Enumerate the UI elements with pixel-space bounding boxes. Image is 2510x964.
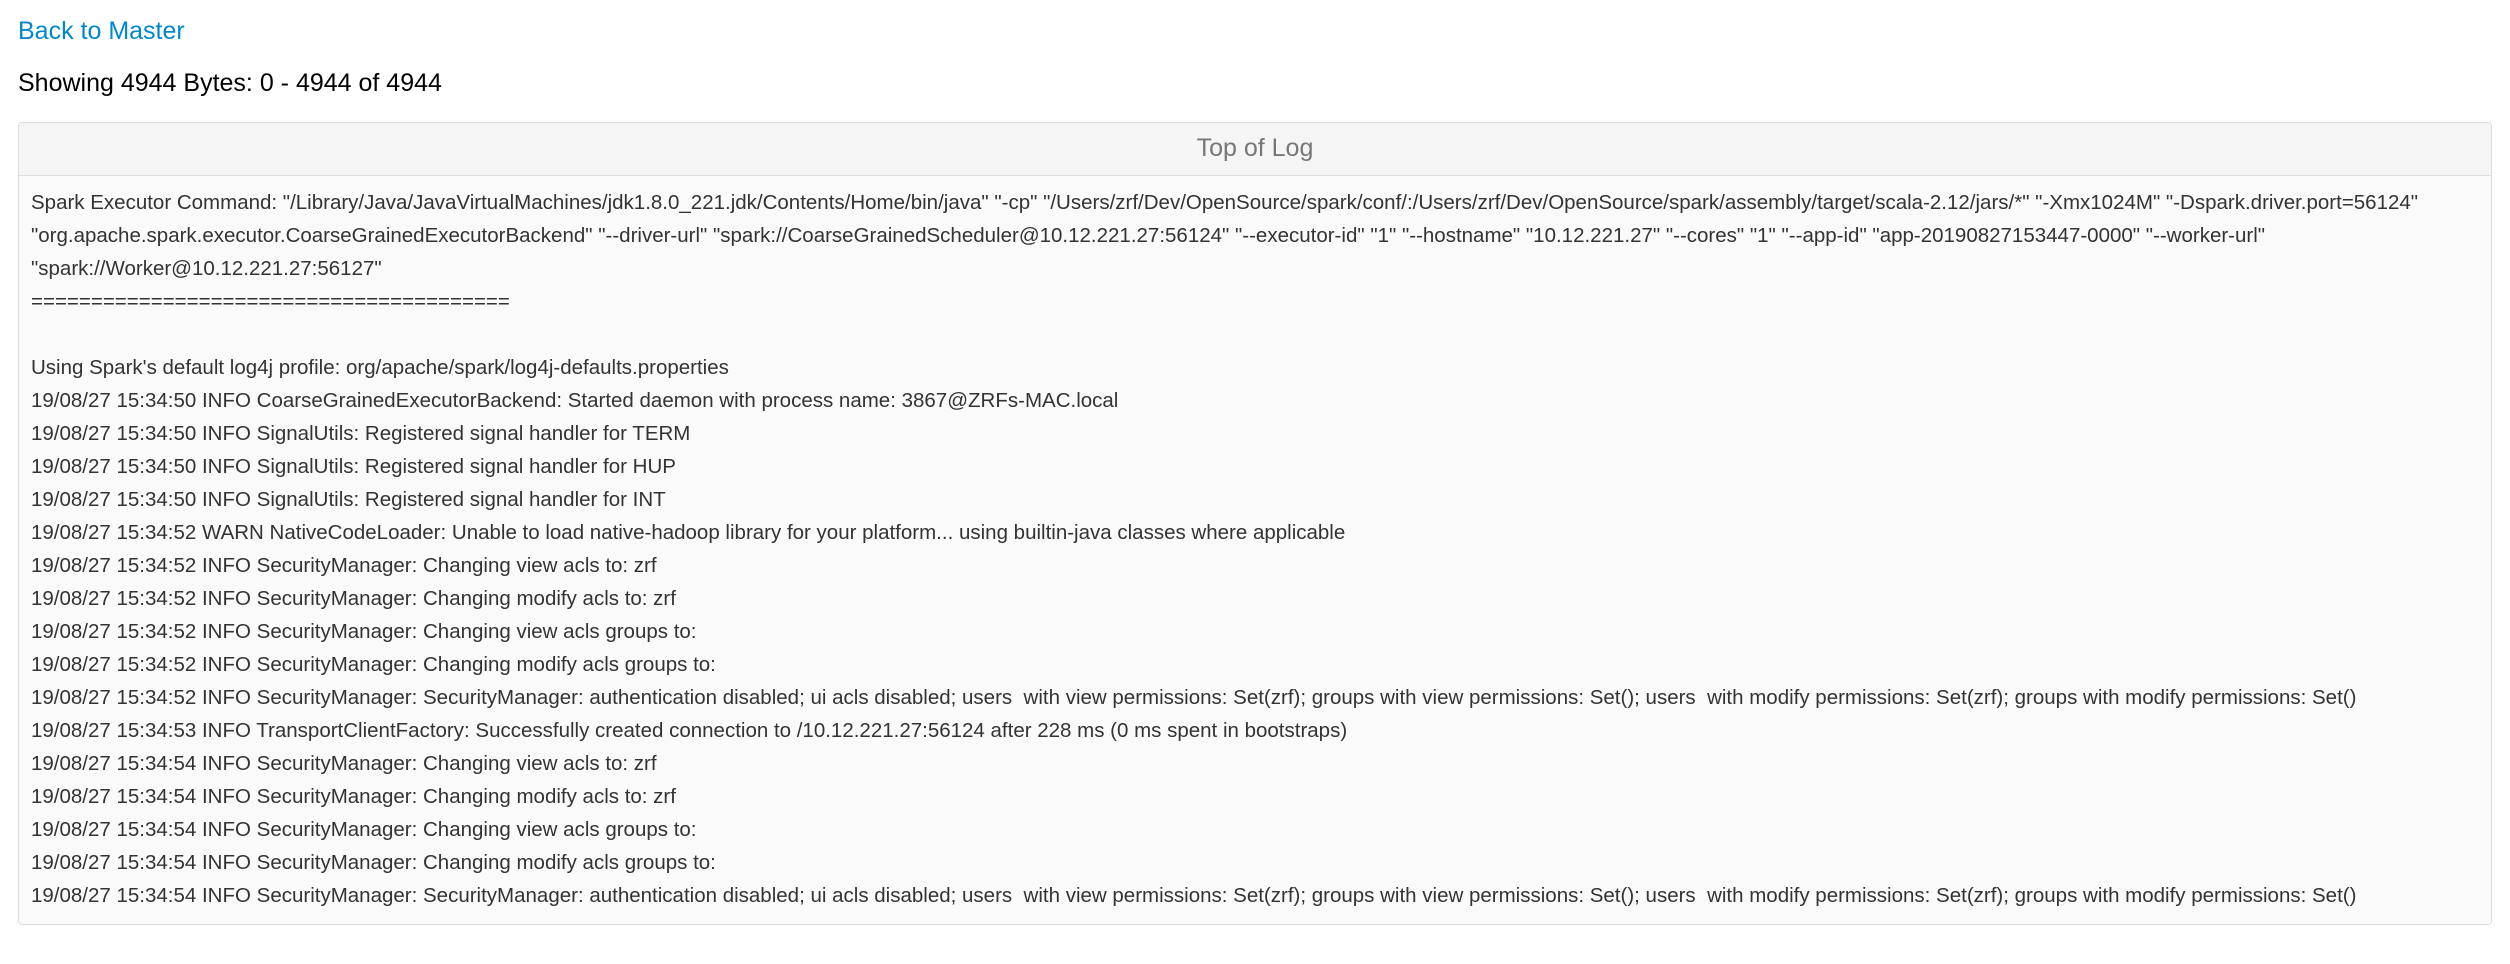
- log-line: 19/08/27 15:34:52 INFO SecurityManager: Changing view acls groups to:: [31, 620, 697, 643]
- log-line: 19/08/27 15:34:50 INFO CoarseGrainedExecutorBackend: Started daemon with process name: 3867@ZRFs-MAC.local: [31, 389, 1119, 412]
- log-line: 19/08/27 15:34:52 INFO SecurityManager: SecurityManager: authentication disabled; ui acls disabled; users with view permissions: Set(zrf); groups with view permissions: Set(); users with modify permissions: Set(zrf); groups with modify permissions: Set(): [31, 686, 2357, 709]
- log-line: ========================================: [31, 290, 510, 313]
- log-content[interactable]: [19, 176, 2491, 924]
- log-line: Spark Executor Command: "/Library/Java/JavaVirtualMachines/jdk1.8.0_221.jdk/Contents/Home/bin/java" "-cp" "/Users/zrf/Dev/OpenSource/spark/conf/:/Users/zrf/Dev/OpenSource/spark/assembly/target/scala-2.12/jars/*" "-Xmx1024M" "-Dspark.driver.port=56124" "org.apache.spark.executor.CoarseGrainedExecutorBackend" "--driver-url" "spark://CoarseGrainedScheduler@10.12.221.27:56124" "--executor-id" "1" "--hostname" "10.12.221.27" "--cores" "1" "--app-id" "app-20190827153447-0000" "--worker-url" "spark://Worker@10.12.221.27:56127": [31, 191, 2424, 280]
- log-line: 19/08/27 15:34:54 INFO SecurityManager: Changing view acls groups to:: [31, 818, 697, 841]
- showing-bytes-status: Showing 4944 Bytes: 0 - 4944 of 4944: [18, 69, 442, 97]
- log-line: 19/08/27 15:34:52 INFO SecurityManager: Changing modify acls groups to:: [31, 653, 716, 676]
- log-line: 19/08/27 15:34:53 INFO TransportClientFactory: Successfully created connection to /10.12.221.27:56124 after 228 ms (0 ms spent in bootstraps): [31, 719, 1348, 742]
- log-line: 19/08/27 15:34:54 INFO SecurityManager: Changing view acls to: zrf: [31, 752, 657, 775]
- log-line: 19/08/27 15:34:52 INFO SecurityManager: Changing view acls to: zrf: [31, 554, 657, 577]
- log-panel: [18, 122, 2492, 925]
- log-line: 19/08/27 15:34:54 INFO SecurityManager: SecurityManager: authentication disabled; ui acls disabled; users with view permissions: Set(zrf); groups with view permissions: Set(); users with modify permissions: Set(zrf); groups with modify permissions: Set(): [31, 884, 2357, 907]
- log-line: 19/08/27 15:34:54 INFO SecurityManager: Changing modify acls groups to:: [31, 851, 716, 874]
- log-line: 19/08/27 15:34:50 INFO SignalUtils: Registered signal handler for HUP: [31, 455, 676, 478]
- back-to-master-link[interactable]: Back to Master: [18, 17, 185, 45]
- log-line: [31, 318, 2479, 351]
- log-line: Using Spark's default log4j profile: org/apache/spark/log4j-defaults.properties: [31, 356, 729, 379]
- log-line: 19/08/27 15:34:50 INFO SignalUtils: Registered signal handler for TERM: [31, 422, 691, 445]
- log-panel-header: Top of Log: [19, 123, 2491, 176]
- log-line: 19/08/27 15:34:52 WARN NativeCodeLoader: Unable to load native-hadoop library for your platform... using builtin-java classes where applicable: [31, 521, 1346, 544]
- log-line: 19/08/27 15:34:52 INFO SecurityManager: Changing modify acls to: zrf: [31, 587, 676, 610]
- log-line: 19/08/27 15:34:50 INFO SignalUtils: Registered signal handler for INT: [31, 488, 666, 511]
- log-line: 19/08/27 15:34:54 INFO SecurityManager: Changing modify acls to: zrf: [31, 785, 676, 808]
